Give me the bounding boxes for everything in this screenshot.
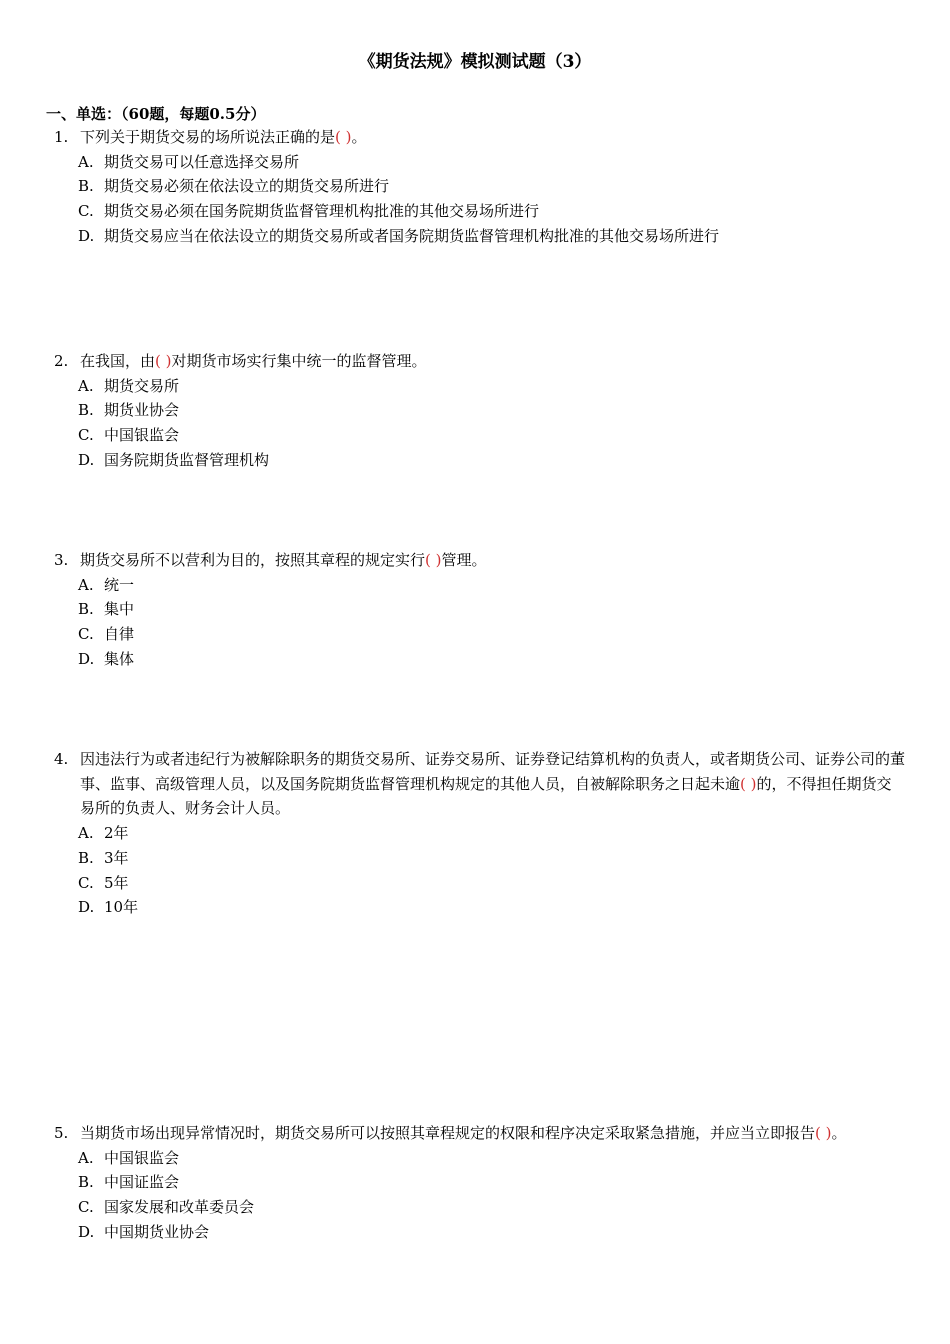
answer-blank: ( ) [155,352,172,370]
options-list [78,821,906,920]
option-c: C. 5年 [78,873,129,892]
question-1 [54,125,906,249]
answer-blank: ( ) [740,774,757,793]
option-a: A. 期货交易所 [78,376,180,395]
question-stem [54,747,906,821]
question-3 [54,548,906,672]
question-number: 3. [54,551,69,569]
question-text: 因违法行为或者违纪行为被解除职务的期货交易所、证券交易所、证券登记结算机构的负责人，或者期货公司、证券公司的董事、监事、高级管理人员，以及国务院期货监督管理机构规定的其他人员，自被解除职务之日起未逾( )的，不得担任期货交易所的负责人、财务会计人员。 [80,750,906,818]
option-d: D. 国务院期货监督管理机构 [78,450,270,469]
question-number: 4. [54,750,69,768]
option-b: B. 中国证监会 [78,1173,180,1192]
option-c: C. 期货交易必须在国务院期货监督管理机构批准的其他交易场所进行 [78,202,540,221]
question-number: 2. [54,352,69,370]
answer-blank: ( ) [425,551,442,569]
option-a: A. 中国银监会 [78,1148,180,1167]
answer-blank: ( ) [815,1124,832,1142]
options-list [78,1146,906,1245]
section-heading: 一、单选：（60题，每题0.5分） [46,105,266,123]
answer-blank: ( ) [335,128,352,146]
document-title: 《期货法规》模拟测试题（3） [358,52,592,72]
question-stem [54,548,906,573]
option-d: D. 10年 [78,898,139,917]
options-list [78,374,906,473]
question-text: 当期货市场出现异常情况时，期货交易所可以按照其章程规定的权限和程序决定采取紧急措施，并应当立即报告( )。 [80,1124,847,1142]
option-a: A. 2年 [78,824,129,843]
option-c: C. 中国银监会 [78,426,180,445]
option-b: B. 集中 [78,600,135,619]
question-number: 5. [54,1124,69,1142]
option-c: C. 国家发展和改革委员会 [78,1198,255,1217]
question-5 [54,1121,906,1245]
option-a: A. 统一 [78,575,135,594]
option-d: D. 集体 [78,649,135,668]
options-list [78,150,906,249]
option-c: C. 自律 [78,625,135,644]
question-number: 1. [54,128,69,146]
option-d: D. 期货交易应当在依法设立的期货交易所或者国务院期货监督管理机构批准的其他交易场所进行 [78,226,720,245]
question-4 [54,747,906,920]
option-d: D. 中国期货业协会 [78,1222,210,1241]
options-list [78,573,906,672]
question-stem [54,349,906,374]
option-b: B. 期货交易必须在依法设立的期货交易所进行 [78,177,390,196]
option-b: B. 期货业协会 [78,401,180,420]
question-text: 在我国，由( )对期货市场实行集中统一的监督管理。 [80,352,427,370]
question-stem [54,1121,906,1146]
question-2 [54,349,906,473]
question-text: 下列关于期货交易的场所说法正确的是( )。 [80,128,367,146]
option-b: B. 3年 [78,848,129,867]
option-a: A. 期货交易可以任意选择交易所 [78,152,300,171]
question-text: 期货交易所不以营利为目的，按照其章程的规定实行( )管理。 [80,551,487,569]
question-stem [54,125,906,150]
